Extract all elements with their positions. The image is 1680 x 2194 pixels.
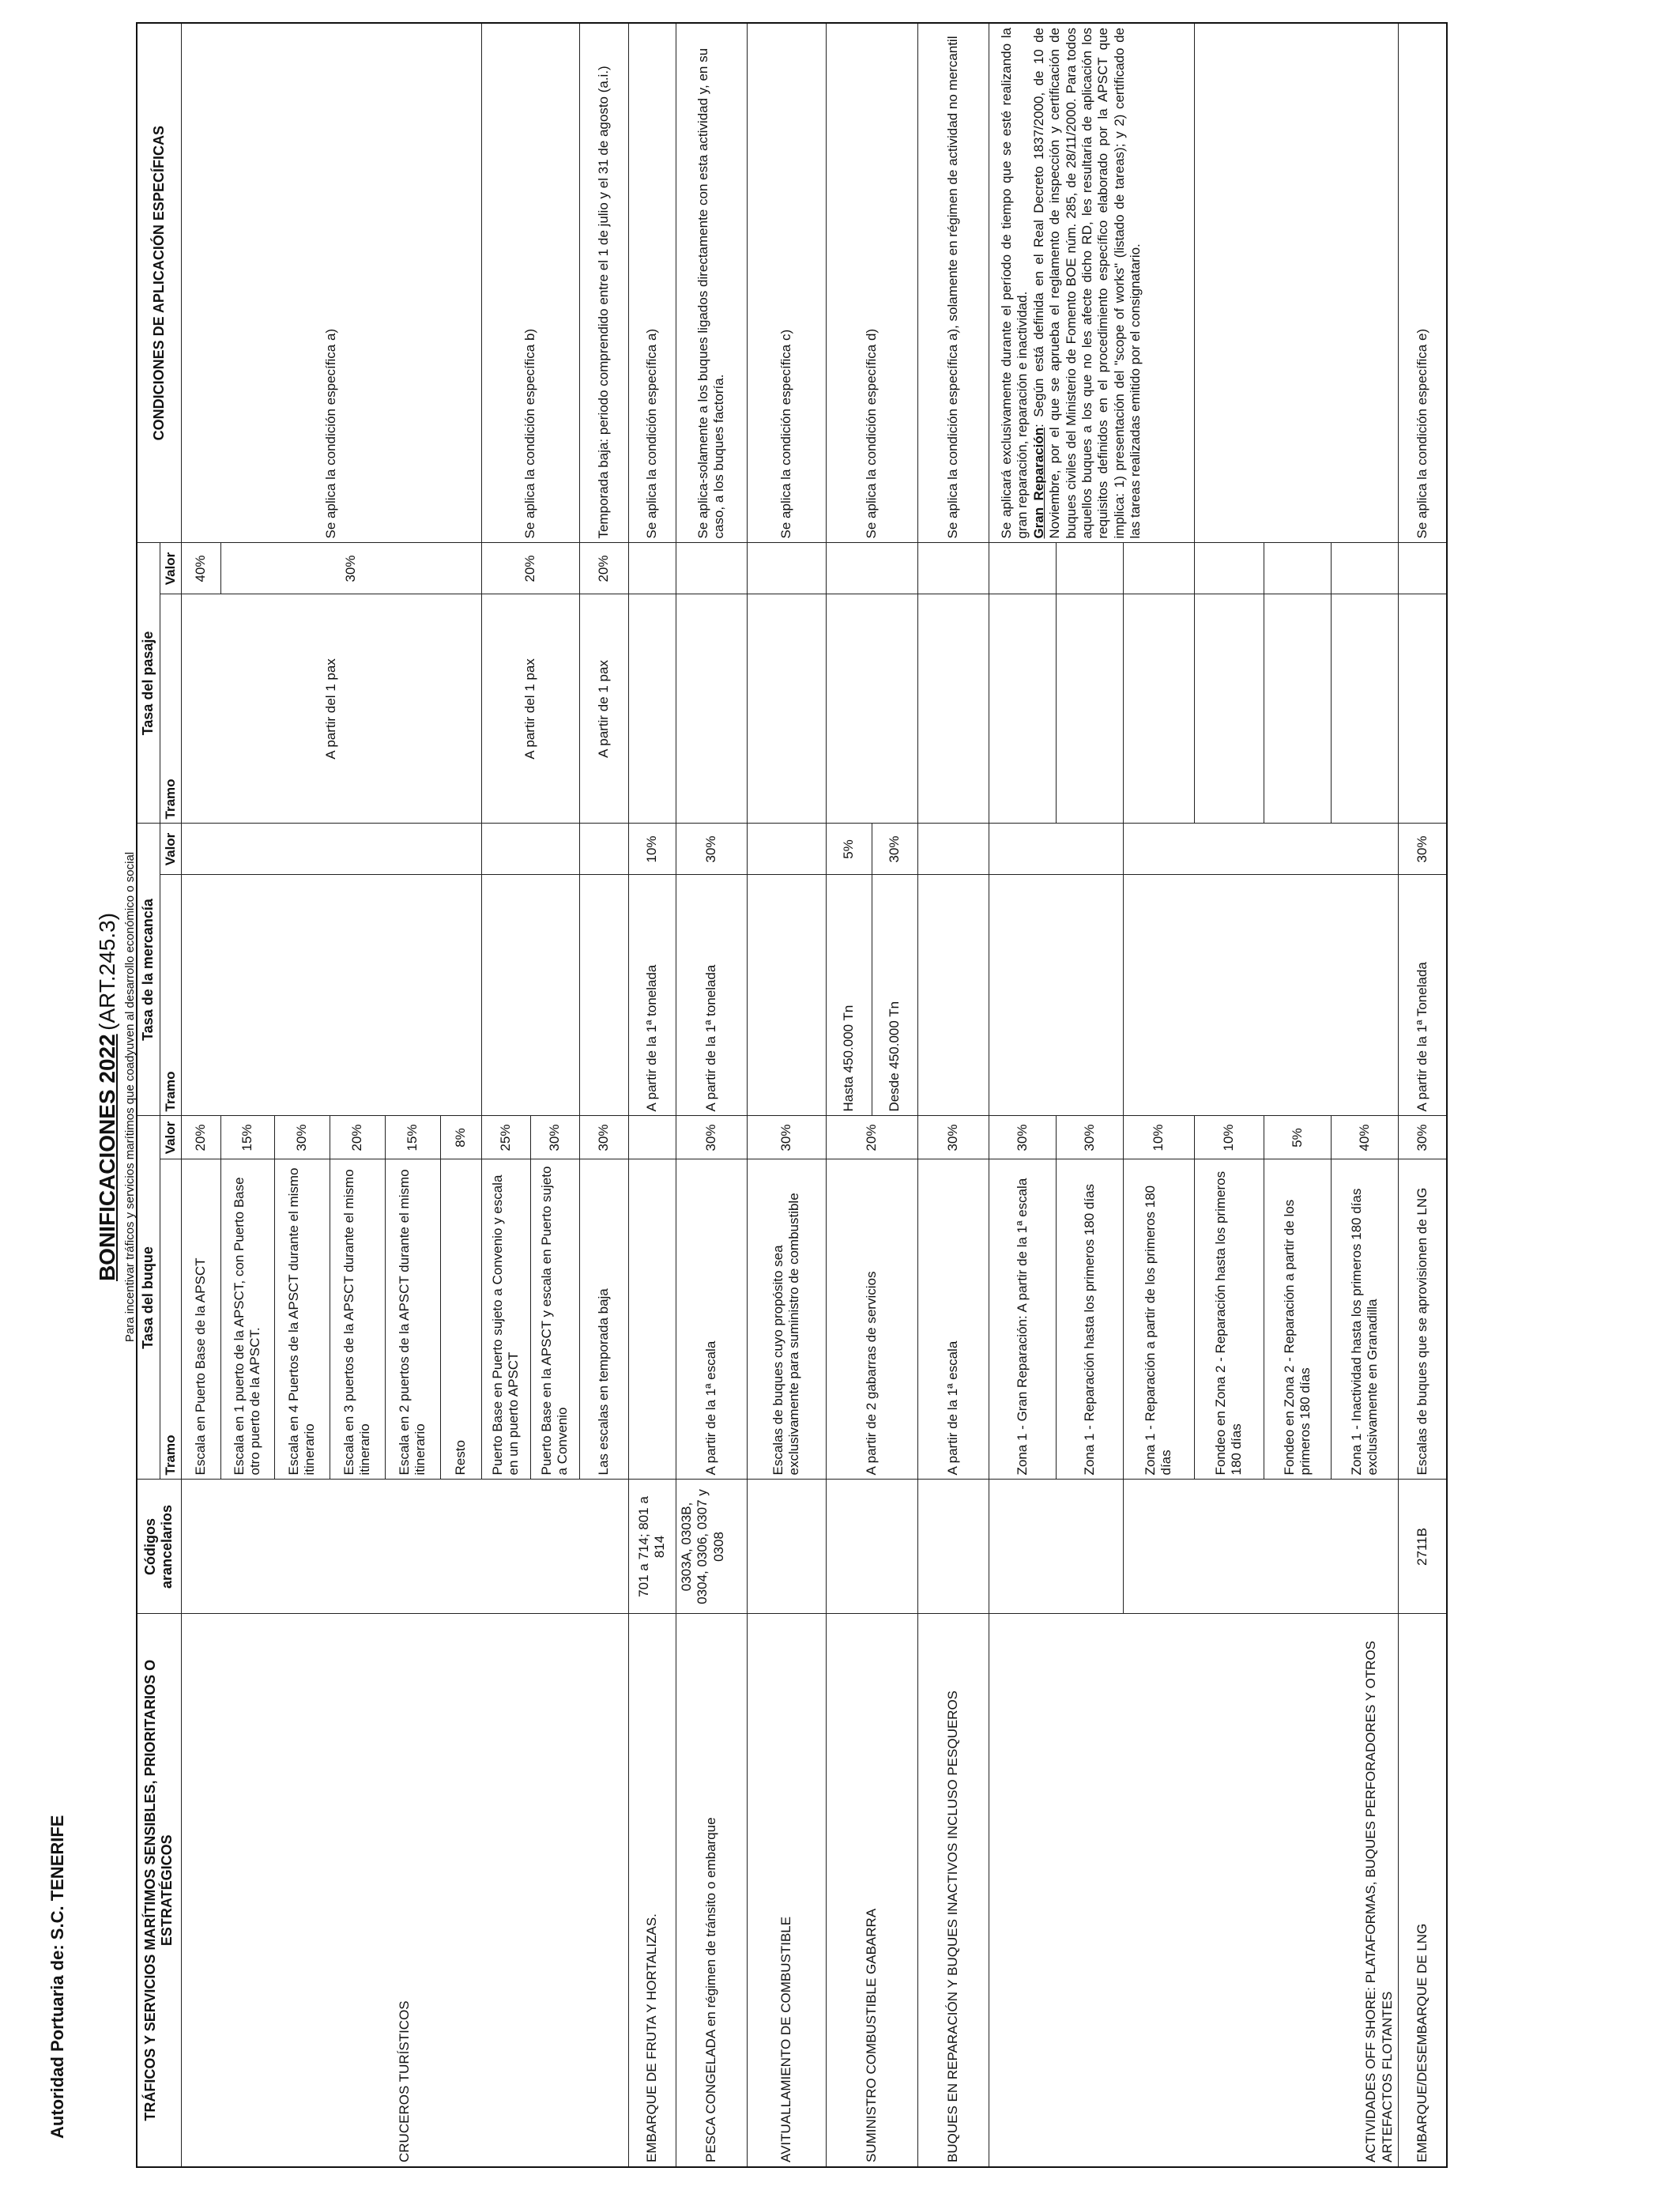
cruceros-merc-tramo-3 bbox=[579, 875, 628, 1116]
offshore-merc-tramo-1 bbox=[989, 875, 1123, 1116]
cruceros-valor-3: 20% bbox=[330, 1116, 385, 1159]
offshore-tramo-5: Zona 1 - Inactividad hasta los primeros 180 días exclusivamente en Granadilla bbox=[1331, 1159, 1398, 1480]
cruceros-tramo-0: Escala en Puerto Base de la APSCT bbox=[181, 1159, 220, 1480]
cruceros-valor-5: 8% bbox=[440, 1116, 481, 1159]
table-row bbox=[1398, 23, 1447, 2167]
offshore-tramo-3: Fondeo en Zona 2 - Reparación hasta los primeros 180 días bbox=[1194, 1159, 1264, 1480]
pesca-buque-valor: 30% bbox=[676, 1116, 747, 1159]
avituallamiento-buque-tramo: Escalas de buques cuyo propósito sea exclusivamente para suministro de combustible bbox=[747, 1159, 826, 1480]
gabarra-name: SUMINISTRO COMBUSTIBLE GABARRA bbox=[826, 1614, 917, 2167]
offshore-cond-term: Gran Reparación bbox=[1030, 427, 1046, 539]
offshore-pasaje-tramo-3 bbox=[1194, 594, 1264, 824]
cruceros-cond-3: Temporada baja: periodo comprendido entre el 1 de julio y el 31 de agosto (a.i.) bbox=[579, 23, 628, 543]
offshore-pasaje-valor-0 bbox=[989, 543, 1056, 594]
cruceros-pasaje-valor-3: 20% bbox=[579, 543, 628, 594]
gabarra-codigos bbox=[826, 1480, 917, 1614]
cruceros-tramo-4: Escala en 2 puertos de la APSCT durante el mismo itinerario bbox=[385, 1159, 440, 1480]
cruceros-valor-1: 15% bbox=[220, 1116, 274, 1159]
cruceros-tramo-6: Puerto Base en Puerto sujeto a Convenio y escala en un puerto APSCT bbox=[481, 1159, 530, 1480]
offshore-valor-2: 10% bbox=[1123, 1116, 1194, 1159]
offshore-cond bbox=[989, 23, 1194, 543]
fruta-merc-valor: 10% bbox=[628, 824, 676, 875]
reparacion-codigos bbox=[917, 1480, 989, 1614]
lng-merc-tramo: A partir de la 1ª Tonelada bbox=[1398, 875, 1447, 1116]
header-pasaje-valor: Valor bbox=[160, 543, 181, 594]
offshore-pasaje-valor-2 bbox=[1123, 543, 1194, 594]
cruceros-tramo-7: Puerto Base en la APSCT y escala en Puerto sujeto a Convenio bbox=[530, 1159, 579, 1480]
offshore-tramo-1: Zona 1 - Reparación hasta los primeros 180 días bbox=[1056, 1159, 1123, 1480]
table-row bbox=[917, 23, 989, 2167]
header-row-1 bbox=[137, 23, 160, 2167]
gabarra-pasaje-tramo bbox=[826, 594, 917, 824]
cruceros-merc-tramo-2 bbox=[481, 875, 579, 1116]
cruceros-valor-8: 30% bbox=[579, 1116, 628, 1159]
fruta-pasaje-tramo bbox=[628, 594, 676, 824]
fruta-pasaje-valor bbox=[628, 543, 676, 594]
offshore-codigos-2 bbox=[1123, 1480, 1398, 1614]
title-block bbox=[95, 0, 137, 2194]
offshore-merc-tramo-2 bbox=[1123, 875, 1398, 1116]
avituallamiento-buque-valor: 30% bbox=[747, 1116, 826, 1159]
pesca-pasaje-tramo bbox=[676, 594, 747, 824]
offshore-cond-rest: : Según está definida en el Real Decreto 1837/2000, de 10 de Noviembre, por el que se aprueba el reglamento de inspección y certificación de buques civiles del Ministerio de Fomento BOE núm. 285, de 28/11/2000. Para todos aquellos buques a los que no les afecte dicho RD, les resultaría de aplicación los requisitos definidos en el procedimiento específico elaborado por la APSCT que implica: 1) presentación del "scope of works" (listado de tareas); y 2) certificado de las tareas realizadas emitido por el consignatario. bbox=[1030, 27, 1143, 539]
cruceros-name: CRUCEROS TURÍSTICOS bbox=[181, 1614, 628, 2167]
lng-buque-valor: 30% bbox=[1398, 1116, 1447, 1159]
cruceros-tramo-3: Escala en 3 puertos de la APSCT durante el mismo itinerario bbox=[330, 1159, 385, 1480]
reparacion-cond: Se aplica la condición específica a), solamente en régimen de actividad no mercantil bbox=[917, 23, 989, 543]
gabarra-merc-valor-1: 5% bbox=[826, 824, 872, 875]
avituallamiento-name: AVITUALLAMIENTO DE COMBUSTIBLE bbox=[747, 1614, 826, 2167]
header-buque-tramo: Tramo bbox=[160, 1159, 181, 1480]
header-traficos: TRÁFICOS Y SERVICIOS MARÍTIMOS SENSIBLES, PRIORITARIOS O ESTRATÉGICOS bbox=[137, 1614, 181, 2167]
cruceros-merc-tramo bbox=[181, 875, 481, 1116]
offshore-valor-3: 10% bbox=[1194, 1116, 1264, 1159]
fruta-codigos: 701 a 714; 801 a 814 bbox=[628, 1480, 676, 1614]
avituallamiento-pasaje-tramo bbox=[747, 594, 826, 824]
offshore-pasaje-valor-1 bbox=[1056, 543, 1123, 594]
title-main: BONIFICACIONES 2022 bbox=[95, 1034, 119, 1282]
lng-pasaje-valor bbox=[1398, 543, 1447, 594]
avituallamiento-cond: Se aplica la condición específica c) bbox=[747, 23, 826, 543]
cruceros-valor-6: 25% bbox=[481, 1116, 530, 1159]
pesca-codigos: 0303A, 0303B, 0304, 0306, 0307 y 0308 bbox=[676, 1480, 747, 1614]
cruceros-valor-4: 15% bbox=[385, 1116, 440, 1159]
cruceros-valor-2: 30% bbox=[274, 1116, 330, 1159]
offshore-pasaje-tramo-5 bbox=[1331, 594, 1398, 824]
reparacion-merc-tramo bbox=[917, 875, 989, 1116]
bonificaciones-table bbox=[136, 22, 1448, 2168]
cruceros-cond-1: Se aplica la condición específica a) bbox=[181, 23, 481, 543]
gabarra-pasaje-valor bbox=[826, 543, 917, 594]
offshore-pasaje-valor-4 bbox=[1264, 543, 1331, 594]
avituallamiento-merc-valor bbox=[747, 824, 826, 875]
document-title bbox=[95, 0, 120, 2194]
cruceros-merc-valor-2 bbox=[481, 824, 579, 875]
header-merc-tramo: Tramo bbox=[160, 875, 181, 1116]
pesca-name: PESCA CONGELADA en régimen de tránsito o embarque bbox=[676, 1614, 747, 2167]
fruta-name: EMBARQUE DE FRUTA Y HORTALIZAS. bbox=[628, 1614, 676, 2167]
pesca-merc-tramo: A partir de la 1ª tonelada bbox=[676, 875, 747, 1116]
offshore-pasaje-valor-3 bbox=[1194, 543, 1264, 594]
offshore-valor-4: 5% bbox=[1264, 1116, 1331, 1159]
lng-cond: Se aplica la condición específica e) bbox=[1398, 23, 1447, 543]
cruceros-pasaje-tramo-1: A partir del 1 pax bbox=[181, 594, 481, 824]
header-tasa-buque: Tasa del buque bbox=[137, 1116, 160, 1480]
lng-name: EMBARQUE/DESEMBARQUE DE LNG bbox=[1398, 1614, 1447, 2167]
offshore-pasaje-tramo-1 bbox=[1056, 594, 1123, 824]
header-condiciones: CONDICIONES DE APLICACIÓN ESPECÍFICAS bbox=[137, 23, 181, 543]
cruceros-tramo-8: Las escalas en temporada baja bbox=[579, 1159, 628, 1480]
fruta-buque-valor bbox=[628, 1116, 676, 1159]
pesca-merc-valor: 30% bbox=[676, 824, 747, 875]
gabarra-buque-tramo: A partir de 2 gabarras de servicios bbox=[826, 1159, 917, 1480]
cruceros-codigos bbox=[181, 1480, 628, 1614]
table-row bbox=[989, 23, 1056, 2167]
offshore-tramo-0: Zona 1 - Gran Reparación: A partir de la 1ª escala bbox=[989, 1159, 1056, 1480]
offshore-merc-valor-2 bbox=[1123, 824, 1398, 875]
offshore-tramo-2: Zona 1 - Reparación a partir de los primeros 180 días bbox=[1123, 1159, 1194, 1480]
table-row bbox=[628, 23, 676, 2167]
fruta-buque-tramo bbox=[628, 1159, 676, 1480]
title-article: (ART.245.3) bbox=[95, 912, 119, 1031]
cruceros-tramo-2: Escala en 4 Puertos de la APSCT durante el mismo itinerario bbox=[274, 1159, 330, 1480]
cruceros-valor-7: 30% bbox=[530, 1116, 579, 1159]
gabarra-cond: Se aplica la condición específica d) bbox=[826, 23, 917, 543]
cruceros-tramo-1: Escala en 1 puerto de la APSCT, con Puerto Base otro puerto de la APSCT. bbox=[220, 1159, 274, 1480]
reparacion-pasaje-tramo bbox=[917, 594, 989, 824]
reparacion-buque-tramo: A partir de la 1ª escala bbox=[917, 1159, 989, 1480]
cruceros-pasaje-valor-2: 20% bbox=[481, 543, 579, 594]
pesca-cond: Se aplica-solamente a los buques ligados directamente con esta actividad y, en su caso, a los buques factoría. bbox=[676, 23, 747, 543]
offshore-pasaje-tramo-4 bbox=[1264, 594, 1331, 824]
cruceros-tramo-5: Resto bbox=[440, 1159, 481, 1480]
table-row bbox=[826, 23, 872, 2167]
offshore-name: ACTIVIDADES OFF SHORE: PLATAFORMAS, BUQUES PERFORADORES Y OTROS ARTEFACTOS FLOTANTES bbox=[989, 1614, 1398, 2167]
table-row bbox=[676, 23, 747, 2167]
reparacion-buque-valor: 30% bbox=[917, 1116, 989, 1159]
cruceros-pasaje-valor-1a: 40% bbox=[181, 543, 220, 594]
document-subtitle: Para incentivar tráficos y servicios marítimos que coadyuven al desarrollo económico o social bbox=[123, 851, 137, 1343]
reparacion-merc-valor bbox=[917, 824, 989, 875]
offshore-cond-empty bbox=[1194, 23, 1398, 543]
table-row bbox=[747, 23, 826, 2167]
cruceros-pasaje-tramo-3: A partir de 1 pax bbox=[579, 594, 628, 824]
lng-codigos: 2711B bbox=[1398, 1480, 1447, 1614]
cruceros-cond-2: Se aplica la condición específica b) bbox=[481, 23, 579, 543]
reparacion-pasaje-valor bbox=[917, 543, 989, 594]
lng-buque-tramo: Escalas de buques que se aprovisionen de LNG bbox=[1398, 1159, 1447, 1480]
cruceros-pasaje-tramo-2: A partir del 1 pax bbox=[481, 594, 579, 824]
fruta-cond: Se aplica la condición específica a) bbox=[628, 23, 676, 543]
gabarra-merc-tramo-1: Hasta 450.000 Tn bbox=[826, 875, 872, 1116]
offshore-pasaje-tramo-2 bbox=[1123, 594, 1194, 824]
lng-pasaje-tramo bbox=[1398, 594, 1447, 824]
table-row bbox=[181, 23, 220, 2167]
offshore-valor-5: 40% bbox=[1331, 1116, 1398, 1159]
reparacion-name: BUQUES EN REPARACIÓN Y BUQUES INACTIVOS INCLUSO PESQUEROS bbox=[917, 1614, 989, 2167]
avituallamiento-codigos bbox=[747, 1480, 826, 1614]
header-codigos: Códigos arancelarios bbox=[137, 1480, 181, 1614]
header-pasaje-tramo: Tramo bbox=[160, 594, 181, 824]
offshore-codigos-1 bbox=[989, 1480, 1123, 1614]
offshore-merc-valor-1 bbox=[989, 824, 1123, 875]
cruceros-merc-valor bbox=[181, 824, 481, 875]
avituallamiento-merc-tramo bbox=[747, 875, 826, 1116]
gabarra-buque-valor: 20% bbox=[826, 1116, 917, 1159]
header-buque-valor: Valor bbox=[160, 1116, 181, 1159]
pesca-pasaje-valor bbox=[676, 543, 747, 594]
gabarra-merc-tramo-2: Desde 450.000 Tn bbox=[872, 875, 917, 1116]
pesca-buque-tramo: A partir de la 1ª escala bbox=[676, 1159, 747, 1480]
offshore-tramo-4: Fondeo en Zona 2 - Reparación a partir de los primeros 180 días bbox=[1264, 1159, 1331, 1480]
cruceros-valor-0: 20% bbox=[181, 1116, 220, 1159]
offshore-valor-1: 30% bbox=[1056, 1116, 1123, 1159]
offshore-valor-0: 30% bbox=[989, 1116, 1056, 1159]
avituallamiento-pasaje-valor bbox=[747, 543, 826, 594]
cruceros-merc-valor-3 bbox=[579, 824, 628, 875]
header-tasa-pasaje: Tasa del pasaje bbox=[137, 543, 160, 824]
header-tasa-mercancia: Tasa de la mercancía bbox=[137, 824, 160, 1116]
gabarra-merc-valor-2: 30% bbox=[872, 824, 917, 875]
offshore-pasaje-tramo-0 bbox=[989, 594, 1056, 824]
lng-merc-valor: 30% bbox=[1398, 824, 1447, 875]
cruceros-pasaje-valor-1b: 30% bbox=[220, 543, 481, 594]
fruta-merc-tramo: A partir de la 1ª tonelada bbox=[628, 875, 676, 1116]
offshore-pasaje-valor-5 bbox=[1331, 543, 1398, 594]
header-merc-valor: Valor bbox=[160, 824, 181, 875]
offshore-cond-intro: Se aplicará exclusivamente durante el período de tiempo que se esté realizando la gran reparación, reparación e inactividad. bbox=[998, 27, 1030, 539]
port-authority-label: Autoridad Portuaria de: S.C. TENERIFE bbox=[47, 1815, 67, 2139]
